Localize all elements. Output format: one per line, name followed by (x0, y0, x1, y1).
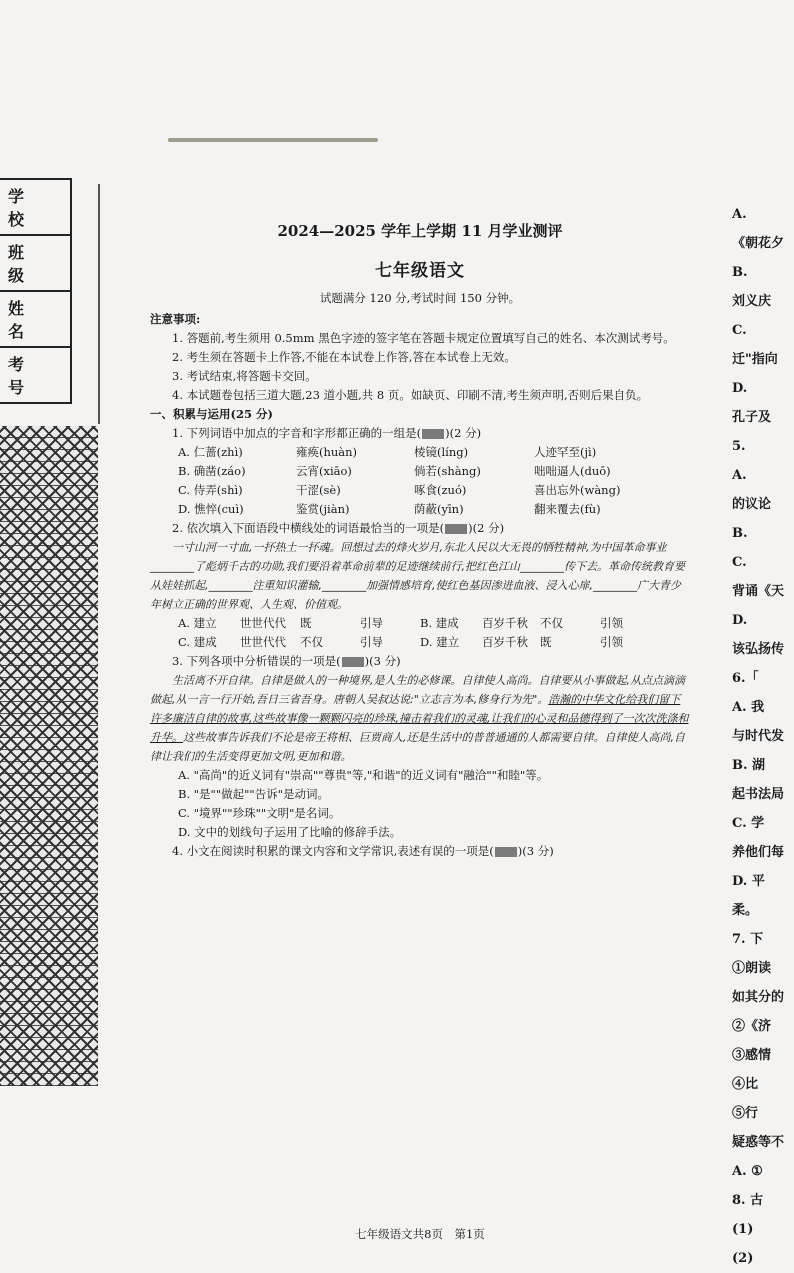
fragment-line: 8. 古 (732, 1193, 764, 1208)
q2-option: 不仅 (300, 635, 323, 649)
fragment-line: 起书法局 (732, 787, 785, 802)
binding-line (98, 184, 100, 424)
fragment-line: A. ① (732, 1164, 763, 1179)
question-1: 1. 下列词语中加点的字音和字形都正确的一组是( )(2 分) (172, 426, 482, 440)
fragment-line: A. (732, 207, 747, 222)
q1-option: 云宵(xiāo) (296, 464, 352, 478)
fragment-line: D. (732, 613, 748, 628)
question-2-options (150, 614, 690, 652)
note-2: 2. 考生须在答题卡上作答,不能在本试卷上作答,答在本试卷上无效。 (172, 350, 516, 364)
q3-option: D. 文中的划线句子运用了比喻的修辞手法。 (178, 825, 402, 839)
q1-option: 鉴赏(jiàn) (296, 502, 350, 516)
q2-option: 引领 (600, 616, 623, 630)
notes-title: 注意事项: (150, 312, 201, 326)
q1-option: 咄咄逼人(duō) (534, 464, 611, 478)
class-label: 班 级 (0, 236, 72, 292)
exam-number-label: 考 号 (0, 348, 72, 404)
page-footer: 七年级语文共8页 第1页 (355, 1227, 485, 1241)
fragment-line: 如其分的 (732, 990, 785, 1005)
q2-option: A. 建立 (178, 616, 217, 630)
q1-option: B. 确凿(záo) (178, 464, 246, 478)
q1-option: 荫蔽(yīn) (414, 502, 464, 516)
q2-option: 不仅 (540, 616, 563, 630)
fragment-line: ⑤行 (732, 1106, 759, 1121)
scan-top-line (168, 138, 378, 142)
q2-option: 引领 (600, 635, 623, 649)
fragment-line: 刘义庆 (732, 294, 772, 309)
q2-option: 既 (300, 616, 312, 630)
student-info-box (0, 178, 72, 404)
q1-option: 翻来覆去(fù) (534, 502, 601, 516)
q2-option: C. 建成 (178, 635, 217, 649)
name-label: 姓 名 (0, 292, 72, 348)
q2-option: 世世代代 (240, 635, 286, 649)
q3-option: B. "是""做起""告诉"是动词。 (178, 787, 329, 801)
fragment-line: C. 学 (732, 816, 765, 831)
q1-option: 人迹罕至(jì) (534, 445, 597, 459)
answer-blank (342, 657, 364, 667)
exam-meta: 试题满分 120 分,考试时间 150 分钟。 (319, 291, 521, 305)
question-3-passage: 生活离不开自律。自律是做人的一种境界,是人生的必修课。自律使人高尚。自律要从小事做起,从点点滴滴做起,从一言一行开始,吾日三省吾身。唐朝人吴叔达说:"立志言为本,修身行为先"。浩瀚的中华文化给我们留下许多廉洁自律的故事,这些故事像一颗颗闪亮的珍珠,撞击着我们的灵魂,让我们的心灵和品德得到了一次次洗涤和升华。这些故事告诉我们不论是帝王将相、巨贾商人,还是生活中的普普通通的人都需要自律。自律使人高尚,自律让我们的生活变得更加文明,更加和谐。 (150, 674, 689, 763)
exam-body (150, 310, 690, 861)
underlined-sentence: 浩瀚的中华文化给我们留下许多廉洁自律的故事,这些故事像一颗颗闪亮的珍珠,撞击着我们的灵魂,让我们的心灵和品德得到了一次次洗涤和升华。 (150, 693, 689, 744)
next-page-fragment (732, 200, 794, 1273)
note-4: 4. 本试题卷包括三道大题,23 道小题,共 8 页。如缺页、印刷不清,考生须声明,否则后果自负。 (172, 388, 649, 402)
fragment-line: C. (732, 555, 747, 570)
fragment-line: ②《济 (732, 1019, 772, 1034)
q1-option: 干涩(sè) (296, 483, 341, 497)
school-label: 学 校 (0, 180, 72, 236)
q1-option: 啄食(zuó) (414, 483, 467, 497)
fragment-line: 养他们每 (732, 845, 785, 860)
fragment-line: 孔子及 (732, 410, 772, 425)
fragment-line: (1) (732, 1222, 754, 1237)
question-3: 3. 下列各项中分析错误的一项是( )(3 分) (172, 654, 401, 668)
fragment-line: 的议论 (732, 497, 772, 512)
fragment-line: A. (732, 468, 747, 483)
q2-option: B. 建成 (420, 616, 459, 630)
exam-subject: 七年级语文 (375, 261, 465, 281)
fragment-line: D. (732, 381, 748, 396)
fragment-line: C. (732, 323, 747, 338)
q2-option: 百岁千秋 (482, 616, 528, 630)
question-2: 2. 依次填入下面语段中横线处的词语最恰当的一项是( )(2 分) (172, 521, 505, 535)
fragment-line: ④比 (732, 1077, 759, 1092)
q1-option: 雍痪(huàn) (296, 445, 358, 459)
question-1-options (150, 443, 690, 519)
fragment-line: 7. 下 (732, 932, 764, 947)
fragment-line: (2) (732, 1251, 754, 1266)
q1-option: A. 仁蔷(zhì) (178, 445, 243, 459)
answer-blank (495, 847, 517, 857)
exam-title: 2024—2025 学年上学期 11 月学业测评 (277, 222, 563, 240)
q2-option: 百岁千秋 (482, 635, 528, 649)
fragment-line: B. (732, 265, 748, 280)
q2-option: 引导 (360, 635, 383, 649)
fragment-line: ①朗读 (732, 961, 772, 976)
q1-option: 棱镜(líng) (414, 445, 469, 459)
fragment-line: 6.「 (732, 671, 759, 686)
answer-blank (422, 429, 444, 439)
q1-option: D. 憔悴(cuì) (178, 502, 244, 516)
q2-option: 引导 (360, 616, 383, 630)
section-1-heading: 一、积累与运用(25 分) (150, 407, 273, 421)
q3-option: A. "高尚"的近义词有"崇高""尊贵"等,"和谐"的近义词有"融洽""和睦"等。 (178, 768, 549, 782)
fragment-line: 《朝花夕 (732, 236, 785, 251)
fragment-line: 柔。 (732, 903, 759, 918)
q1-option: 喜出忘外(wàng) (534, 483, 621, 497)
q2-option: D. 建立 (420, 635, 460, 649)
q1-option: 倘若(shàng) (414, 464, 481, 478)
fragment-line: 疑惑等不 (732, 1135, 785, 1150)
question-4: 4. 小文在阅读时积累的课文内容和文学常识,表述有误的一项是( )(3 分) (172, 844, 554, 858)
fragment-line: A. 我 (732, 700, 765, 715)
answer-blank (445, 524, 467, 534)
note-1: 1. 答题前,考生须用 0.5mm 黑色字迹的签字笔在答题卡规定位置填写自己的姓名、本次测试考号。 (172, 331, 675, 345)
fragment-line: 迁"指向 (732, 352, 778, 367)
q1-option: C. 侍弄(shì) (178, 483, 243, 497)
fragment-line: ③感情 (732, 1048, 772, 1063)
fragment-line: B. 湖 (732, 758, 766, 773)
fragment-line: 5. (732, 439, 746, 454)
fragment-line: B. (732, 526, 748, 541)
fragment-line: 该弘扬传 (732, 642, 785, 657)
q2-option: 既 (540, 635, 552, 649)
fragment-line: 与时代发 (732, 729, 785, 744)
fragment-line: D. 平 (732, 874, 765, 889)
q2-option: 世世代代 (240, 616, 286, 630)
note-3: 3. 考试结束,将答题卡交回。 (172, 369, 317, 383)
security-pattern (0, 426, 98, 1086)
fragment-line: 背诵《天 (732, 584, 785, 599)
q3-option: C. "境界""珍珠""文明"是名词。 (178, 806, 341, 820)
question-2-passage: 一寸山河一寸血,一抔热土一抔魂。回想过去的烽火岁月,东北人民以大无畏的牺牲精神,为中国革命事业________了彪炳千古的功勋,我们要沿着革命前辈的足迹继续前行,把红色江山________传下去。革命传统教育要从娃娃抓起,________注重知识灌输,________加强情感培育,使红色基因渗进血液、浸入心扉,________广大青少年树立正确的世界观、人生观、价值观。 (150, 541, 685, 611)
